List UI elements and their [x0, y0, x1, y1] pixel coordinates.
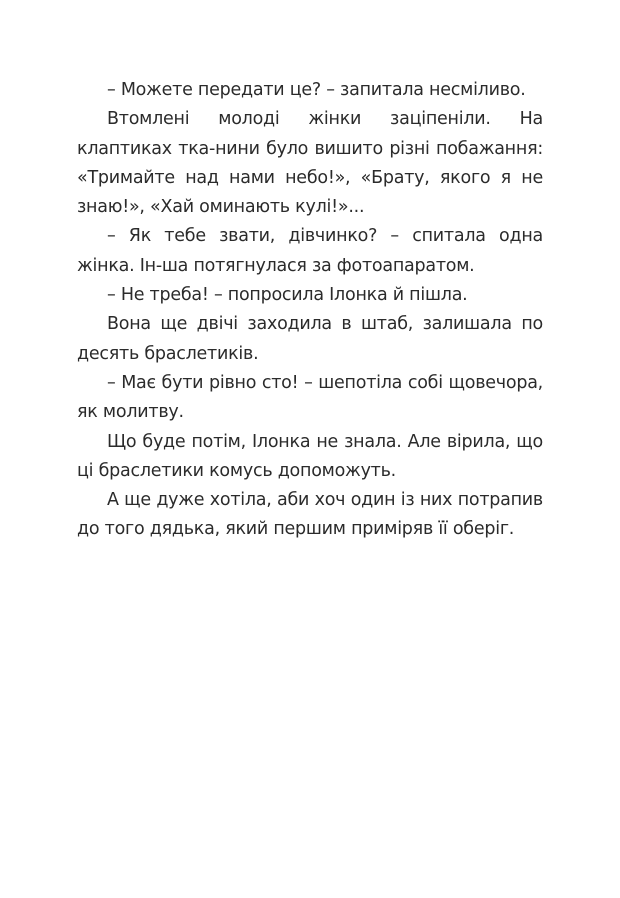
paragraph-5: Вона ще двічі заходила в штаб, залишала по десять браслетиків. [77, 314, 543, 364]
story-text [77, 76, 543, 545]
paragraph-7: Що буде потім, Ілонка не знала. Але вірила, що ці браслетики комусь допоможуть. [77, 431, 543, 481]
paragraph-2: Втомлені молоді жінки заціпеніли. На клаптиках тка-нини було вишито різні побажання: «Тримайте над нами небо!», «Брату, якого я не знаю!», «Хай оминають кулі!»... [77, 109, 543, 218]
paragraph-8: А ще дуже хотіла, аби хоч один із них потрапив до того дядька, який першим приміряв її оберіг. [77, 490, 543, 540]
paragraph-6: – Має бути рівно сто! – шепотіла собі щовечора, як молитву. [77, 372, 543, 423]
paragraph-1: – Можете передати це? – запитала несміливо. [107, 80, 526, 100]
paragraph-3: – Як тебе звати, дівчинко? – спитала одна жінка. Ін-ша потягнулася за фотоапаратом. [77, 226, 543, 276]
paragraph-4: – Не треба! – попросила Ілонка й пішла. [107, 285, 468, 306]
